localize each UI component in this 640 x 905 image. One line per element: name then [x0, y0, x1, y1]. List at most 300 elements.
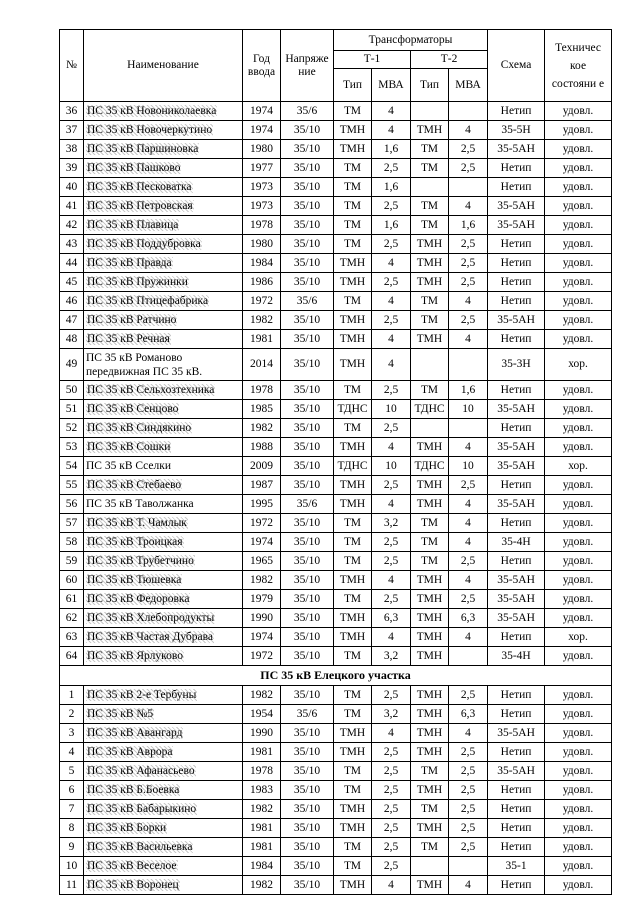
station-name: ПС 35 кВ 2-е Тербуны [87, 688, 197, 701]
cell-voltage: 35/10 [281, 330, 334, 349]
cell-mva-1: 1,6 [372, 140, 411, 159]
header-name: Наименование [84, 30, 243, 102]
table-row [60, 857, 612, 876]
cell-state: удовл. [545, 762, 612, 781]
cell-type-2: ТМ [411, 514, 449, 533]
cell-voltage: 35/10 [281, 647, 334, 666]
cell-scheme: 35-4Н [488, 533, 545, 552]
cell-voltage: 35/6 [281, 102, 334, 121]
cell-mva-2: 4 [449, 438, 488, 457]
cell-state: удовл. [545, 533, 612, 552]
cell-type-1: ТМ [334, 762, 372, 781]
cell-type-1: ТМН [334, 609, 372, 628]
cell-scheme: 35-1 [488, 857, 545, 876]
table-body [60, 102, 612, 895]
cell-name [84, 724, 243, 743]
cell-type-1: ТМН [334, 476, 372, 495]
station-name: ПС 35 кВ Правда [87, 256, 172, 269]
cell-num: 56 [60, 495, 84, 514]
table-row [60, 159, 612, 178]
cell-type-1: ТМН [334, 876, 372, 895]
cell-mva-1: 4 [372, 330, 411, 349]
cell-name [84, 762, 243, 781]
cell-mva-1: 4 [372, 438, 411, 457]
cell-voltage: 35/10 [281, 159, 334, 178]
cell-mva-2: 2,5 [449, 781, 488, 800]
cell-name [84, 197, 243, 216]
cell-mva-1: 2,5 [372, 800, 411, 819]
cell-type-1: ТМ [334, 781, 372, 800]
cell-mva-1: 1,6 [372, 178, 411, 197]
station-name: ПС 35 кВ Бабарыкино [87, 802, 197, 815]
cell-num: 51 [60, 400, 84, 419]
cell-name [84, 571, 243, 590]
table-row [60, 819, 612, 838]
cell-mva-1: 6,3 [372, 609, 411, 628]
cell-type-2: ТМН [411, 647, 449, 666]
cell-name [84, 628, 243, 647]
cell-num: 6 [60, 781, 84, 800]
cell-mva-2: 4 [449, 876, 488, 895]
cell-num: 48 [60, 330, 84, 349]
cell-name [84, 838, 243, 857]
cell-year: 1972 [243, 647, 281, 666]
cell-state: удовл. [545, 381, 612, 400]
cell-type-1: ТМ [334, 514, 372, 533]
cell-name [84, 159, 243, 178]
cell-scheme: Нетип [488, 273, 545, 292]
cell-type-2: ТМ [411, 552, 449, 571]
cell-mva-2: 2,5 [449, 311, 488, 330]
cell-name [84, 457, 243, 476]
cell-name [84, 590, 243, 609]
station-name: ПС 35 кВ Васильевка [87, 840, 193, 853]
cell-mva-1: 2,5 [372, 686, 411, 705]
table-row [60, 609, 612, 628]
cell-state: удовл. [545, 311, 612, 330]
cell-name [84, 495, 243, 514]
cell-mva-1: 2,5 [372, 857, 411, 876]
cell-num: 3 [60, 724, 84, 743]
cell-num: 9 [60, 838, 84, 857]
cell-year: 1981 [243, 838, 281, 857]
cell-type-1: ТМ [334, 419, 372, 438]
cell-mva-1: 2,5 [372, 197, 411, 216]
cell-scheme: Нетип [488, 381, 545, 400]
cell-name [84, 140, 243, 159]
cell-voltage: 35/10 [281, 457, 334, 476]
cell-name [84, 400, 243, 419]
cell-scheme: 35-5АН [488, 400, 545, 419]
cell-num: 39 [60, 159, 84, 178]
cell-type-1: ТМН [334, 724, 372, 743]
cell-num: 43 [60, 235, 84, 254]
table-row [60, 330, 612, 349]
station-name: ПС 35 кВ Новониколаевка [87, 104, 217, 117]
station-name: ПС 35 кВ Песковатка [87, 180, 192, 193]
cell-mva-2: 2,5 [449, 254, 488, 273]
document-page [59, 29, 611, 895]
cell-year: 1974 [243, 121, 281, 140]
table-row [60, 476, 612, 495]
cell-state: удовл. [545, 800, 612, 819]
table-row [60, 533, 612, 552]
station-name: ПС 35 кВ Поддубровка [87, 237, 201, 250]
table-row [60, 292, 612, 311]
cell-mva-1: 2,5 [372, 533, 411, 552]
cell-mva-1: 4 [372, 121, 411, 140]
cell-year: 1978 [243, 216, 281, 235]
station-name: ПС 35 кВ Авангард [87, 726, 183, 739]
cell-name [84, 349, 243, 381]
cell-state: удовл. [545, 743, 612, 762]
cell-num: 59 [60, 552, 84, 571]
cell-mva-2: 10 [449, 400, 488, 419]
cell-scheme: Нетип [488, 330, 545, 349]
cell-year: 1973 [243, 197, 281, 216]
cell-mva-1: 2,5 [372, 235, 411, 254]
table-row [60, 457, 612, 476]
cell-num: 40 [60, 178, 84, 197]
cell-type-2: ТМН [411, 590, 449, 609]
cell-voltage: 35/10 [281, 762, 334, 781]
station-name: ПС 35 кВ Сельхозтехника [87, 383, 215, 396]
cell-scheme: 35-5АН [488, 140, 545, 159]
cell-num: 2 [60, 705, 84, 724]
cell-type-2 [411, 349, 449, 381]
cell-num: 63 [60, 628, 84, 647]
cell-num: 42 [60, 216, 84, 235]
table-row [60, 400, 612, 419]
cell-name [84, 381, 243, 400]
table-row [60, 121, 612, 140]
cell-type-1: ТМН [334, 438, 372, 457]
table-row [60, 647, 612, 666]
cell-mva-2 [449, 178, 488, 197]
header-voltage: Напряже ние [281, 30, 334, 102]
cell-scheme: 35-5АН [488, 495, 545, 514]
cell-mva-2: 2,5 [449, 552, 488, 571]
cell-voltage: 35/10 [281, 438, 334, 457]
cell-num: 46 [60, 292, 84, 311]
cell-name [84, 330, 243, 349]
cell-mva-2: 4 [449, 121, 488, 140]
cell-mva-2: 2,5 [449, 743, 488, 762]
cell-type-1: ТМН [334, 311, 372, 330]
table-row [60, 273, 612, 292]
cell-voltage: 35/10 [281, 235, 334, 254]
station-name: ПС 35 кВ Аврора [87, 745, 173, 758]
cell-num: 36 [60, 102, 84, 121]
cell-name [84, 876, 243, 895]
header-scheme: Схема [488, 30, 545, 102]
cell-state: удовл. [545, 495, 612, 514]
cell-type-2: ТМ [411, 381, 449, 400]
cell-voltage: 35/10 [281, 381, 334, 400]
cell-type-1: ТМ [334, 102, 372, 121]
cell-year: 1982 [243, 571, 281, 590]
cell-state: удовл. [545, 197, 612, 216]
cell-mva-2 [449, 647, 488, 666]
station-name: ПС 35 кВ Сселки [86, 459, 171, 472]
cell-type-2: ТМН [411, 476, 449, 495]
cell-mva-1: 2,5 [372, 311, 411, 330]
cell-state: удовл. [545, 438, 612, 457]
cell-type-2: ТМН [411, 609, 449, 628]
cell-num: 55 [60, 476, 84, 495]
cell-scheme: Нетип [488, 235, 545, 254]
cell-mva-1: 4 [372, 495, 411, 514]
cell-name [84, 102, 243, 121]
table-row [60, 197, 612, 216]
cell-state: удовл. [545, 159, 612, 178]
station-name: ПС 35 кВ Хлебопродукты [87, 611, 215, 624]
cell-scheme: Нетип [488, 552, 545, 571]
cell-num: 41 [60, 197, 84, 216]
cell-type-2: ТМ [411, 800, 449, 819]
cell-voltage: 35/6 [281, 495, 334, 514]
cell-num: 60 [60, 571, 84, 590]
cell-type-2: ТМ [411, 311, 449, 330]
cell-num: 1 [60, 686, 84, 705]
cell-mva-2: 4 [449, 292, 488, 311]
station-name: ПС 35 кВ Таволжанка [86, 497, 194, 510]
cell-mva-1: 2,5 [372, 273, 411, 292]
cell-year: 1974 [243, 628, 281, 647]
cell-mva-1: 4 [372, 254, 411, 273]
cell-state: удовл. [545, 705, 612, 724]
cell-type-2: ТМН [411, 121, 449, 140]
cell-type-2: ТМН [411, 743, 449, 762]
cell-voltage: 35/10 [281, 197, 334, 216]
cell-type-2 [411, 178, 449, 197]
cell-scheme: Нетип [488, 476, 545, 495]
cell-state: удовл. [545, 724, 612, 743]
table-row [60, 419, 612, 438]
cell-scheme: Нетип [488, 838, 545, 857]
cell-type-2: ТМ [411, 216, 449, 235]
table-row [60, 495, 612, 514]
cell-type-2: ТДНС [411, 400, 449, 419]
cell-name [84, 533, 243, 552]
cell-voltage: 35/10 [281, 533, 334, 552]
header-num: № [60, 30, 84, 102]
cell-state: удовл. [545, 330, 612, 349]
cell-mva-2: 2,5 [449, 686, 488, 705]
station-name: ПС 35 кВ Федоровка [87, 592, 190, 605]
cell-mva-2: 2,5 [449, 235, 488, 254]
cell-voltage: 35/10 [281, 311, 334, 330]
cell-mva-2: 4 [449, 724, 488, 743]
table-row [60, 235, 612, 254]
cell-mva-1: 2,5 [372, 552, 411, 571]
cell-voltage: 35/10 [281, 781, 334, 800]
station-name: ПС 35 кВ Петровская [87, 199, 193, 212]
cell-scheme: 35-5АН [488, 311, 545, 330]
header-t1: Т-1 [334, 51, 411, 69]
cell-num: 7 [60, 800, 84, 819]
cell-year: 1981 [243, 330, 281, 349]
table-row [60, 628, 612, 647]
cell-type-1: ТМ [334, 197, 372, 216]
cell-type-1: ТМН [334, 495, 372, 514]
cell-mva-2: 1,6 [449, 381, 488, 400]
cell-name [84, 857, 243, 876]
cell-voltage: 35/10 [281, 514, 334, 533]
cell-type-1: ТМ [334, 686, 372, 705]
cell-voltage: 35/10 [281, 686, 334, 705]
cell-type-2 [411, 102, 449, 121]
cell-voltage: 35/10 [281, 419, 334, 438]
cell-voltage: 35/10 [281, 819, 334, 838]
cell-num: 45 [60, 273, 84, 292]
cell-scheme: Нетип [488, 628, 545, 647]
cell-mva-2: 2,5 [449, 159, 488, 178]
header-type-1: Тип [334, 69, 372, 102]
cell-name [84, 514, 243, 533]
cell-type-1: ТДНС [334, 457, 372, 476]
cell-type-1: ТМ [334, 838, 372, 857]
cell-year: 1965 [243, 552, 281, 571]
cell-year: 1974 [243, 102, 281, 121]
cell-mva-1: 3,2 [372, 705, 411, 724]
cell-mva-1: 2,5 [372, 476, 411, 495]
cell-state: удовл. [545, 102, 612, 121]
cell-state: удовл. [545, 819, 612, 838]
cell-state: удовл. [545, 686, 612, 705]
cell-type-1: ТМ [334, 590, 372, 609]
cell-voltage: 35/10 [281, 724, 334, 743]
cell-mva-1: 4 [372, 628, 411, 647]
cell-num: 53 [60, 438, 84, 457]
cell-name [84, 419, 243, 438]
cell-year: 1978 [243, 762, 281, 781]
cell-type-1: ТМ [334, 533, 372, 552]
cell-voltage: 35/10 [281, 476, 334, 495]
cell-type-2: ТМ [411, 533, 449, 552]
header-transformers: Трансформаторы [334, 30, 488, 51]
cell-type-2: ТМН [411, 876, 449, 895]
cell-type-2: ТМН [411, 330, 449, 349]
station-name: ПС 35 кВ Птицефабрика [87, 294, 209, 307]
cell-name [84, 311, 243, 330]
cell-scheme: Нетип [488, 819, 545, 838]
header-mva-1: МВА [372, 69, 411, 102]
cell-voltage: 35/10 [281, 216, 334, 235]
station-name: ПС 35 кВ Ярлуково [87, 649, 183, 662]
cell-state: удовл. [545, 781, 612, 800]
cell-mva-1: 2,5 [372, 590, 411, 609]
cell-name [84, 609, 243, 628]
cell-mva-2: 4 [449, 571, 488, 590]
cell-voltage: 35/6 [281, 705, 334, 724]
cell-mva-2: 2,5 [449, 800, 488, 819]
cell-type-1: ТМ [334, 552, 372, 571]
cell-state: удовл. [545, 419, 612, 438]
cell-year: 1982 [243, 800, 281, 819]
cell-state: хор. [545, 457, 612, 476]
cell-type-2: ТМН [411, 273, 449, 292]
table-row [60, 381, 612, 400]
cell-scheme: Нетип [488, 159, 545, 178]
cell-year: 1981 [243, 819, 281, 838]
cell-state: удовл. [545, 235, 612, 254]
cell-name [84, 743, 243, 762]
cell-mva-2: 2,5 [449, 140, 488, 159]
cell-year: 1978 [243, 381, 281, 400]
cell-num: 8 [60, 819, 84, 838]
cell-type-2: ТМ [411, 292, 449, 311]
station-name: ПС 35 кВ Новочеркутино [87, 123, 213, 136]
cell-type-1: ТМ [334, 159, 372, 178]
cell-year: 1990 [243, 724, 281, 743]
cell-num: 50 [60, 381, 84, 400]
station-name: ПС 35 кВ Сенцово [87, 402, 179, 415]
cell-type-1: ТМН [334, 743, 372, 762]
cell-scheme: Нетип [488, 254, 545, 273]
cell-state: удовл. [545, 552, 612, 571]
station-name: ПС 35 кВ Афанасьево [87, 764, 195, 777]
table-header [60, 30, 612, 102]
cell-mva-1: 2,5 [372, 781, 411, 800]
table-row [60, 781, 612, 800]
cell-mva-1: 4 [372, 876, 411, 895]
cell-num: 47 [60, 311, 84, 330]
header-state: Техничес кое состояни е [545, 30, 612, 102]
cell-type-1: ТМ [334, 235, 372, 254]
station-name: ПС 35 кВ Синдякино [87, 421, 192, 434]
station-name: ПС 35 кВ Паршиновка [87, 142, 199, 155]
cell-scheme: Нетип [488, 781, 545, 800]
cell-type-1: ТДНС [334, 400, 372, 419]
cell-voltage: 35/10 [281, 743, 334, 762]
cell-year: 1972 [243, 514, 281, 533]
table-row [60, 254, 612, 273]
table-row [60, 178, 612, 197]
cell-type-1: ТМ [334, 647, 372, 666]
station-name: ПС 35 кВ Речная [87, 332, 170, 345]
cell-type-2: ТМН [411, 438, 449, 457]
cell-mva-1: 4 [372, 571, 411, 590]
cell-scheme: Нетип [488, 876, 545, 895]
cell-type-1: ТМН [334, 254, 372, 273]
cell-num: 10 [60, 857, 84, 876]
cell-state: удовл. [545, 400, 612, 419]
station-name: ПС 35 кВ Воронец [87, 878, 179, 891]
cell-scheme: 35-5АН [488, 590, 545, 609]
table-row [60, 571, 612, 590]
cell-mva-2: 2,5 [449, 819, 488, 838]
cell-name [84, 781, 243, 800]
cell-name [84, 178, 243, 197]
cell-name [84, 216, 243, 235]
cell-voltage: 35/10 [281, 349, 334, 381]
cell-num: 61 [60, 590, 84, 609]
cell-year: 1983 [243, 781, 281, 800]
cell-scheme: 35-5АН [488, 216, 545, 235]
cell-type-2: ТМ [411, 159, 449, 178]
cell-type-2: ТМН [411, 705, 449, 724]
table-row [60, 438, 612, 457]
cell-scheme: 35-3Н [488, 349, 545, 381]
cell-state: удовл. [545, 514, 612, 533]
cell-voltage: 35/10 [281, 140, 334, 159]
cell-state: удовл. [545, 140, 612, 159]
cell-mva-2: 4 [449, 533, 488, 552]
cell-type-1: ТМН [334, 819, 372, 838]
cell-type-1: ТМ [334, 216, 372, 235]
cell-name [84, 254, 243, 273]
